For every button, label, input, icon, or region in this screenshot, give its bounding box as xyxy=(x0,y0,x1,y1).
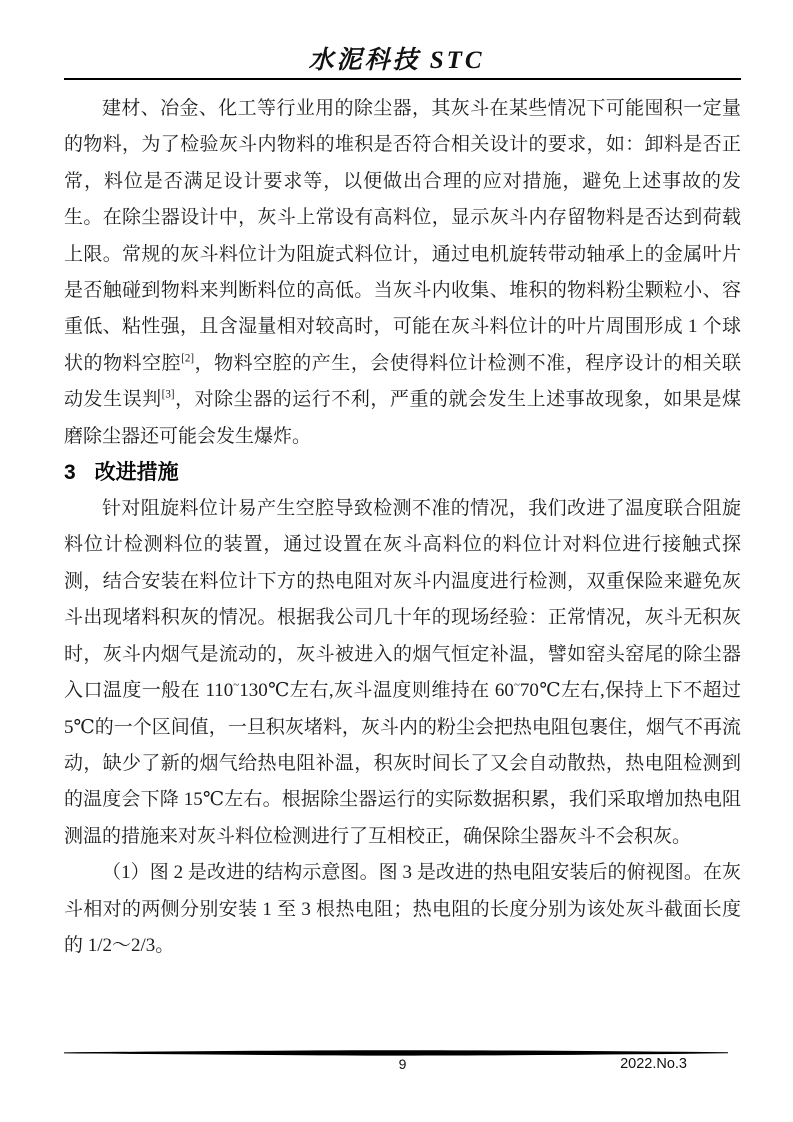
section-heading-improvements xyxy=(64,455,741,491)
footer-page-number: 9 xyxy=(398,1056,407,1072)
section-number: 3 xyxy=(64,461,76,485)
paragraph-figure-references: （1）图 2 是改进的结构示意图。图 3 是改进的热电阻安装后的俯视图。在灰斗相对的两侧分别安装 1 至 3 根热电阻；热电阻的长度分别为该处灰斗截面长度的 1/2～2/3。 xyxy=(64,862,741,956)
header-rule xyxy=(64,78,741,80)
article-body xyxy=(64,91,741,964)
footer-issue-label: 2022.No.3 xyxy=(620,1056,687,1072)
journal-title: 水泥科技 STC xyxy=(308,47,485,74)
paragraph-improvement-description: 针对阻旋料位计易产生空腔导致检测不准的情况，我们改进了温度联合阻旋料位计检测料位的装置，通过设置在灰斗高料位的料位计对料位进行接触式探测，结合安装在料位计下方的热电阻对灰斗内温度进行检测，双重保险来避免灰斗出现堵料积灰的情况。根据我公司几十年的现场经验：正常情况，灰斗无积灰时，灰斗内烟气是流动的，灰斗被进入的烟气恒定补温，譬如窑头窑尾的除尘器入口温度一般在 110~130℃左右,灰斗温度则维持在 60~70℃左右,保持上下不超过 5℃的一个区间值，一旦积灰堵料，灰斗内的粉尘会把热电阻包裹住，烟气不再流动，缺少了新的烟气给热电阻补温，积灰时间长了又会自动散热，热电阻检测到的温度会下降 15℃左右。根据除尘器运行的实际数据积累，我们采取增加热电阻测温的措施来对灰斗料位检测进行了互相校正，确保除尘器灰斗不会积灰。 xyxy=(64,498,741,847)
section-title: 改进措施 xyxy=(94,461,179,485)
paragraph-dust-collector-problem: 建材、冶金、化工等行业用的除尘器，其灰斗在某些情况下可能囤积一定量的物料，为了检验灰斗内物料的堆积是否符合相关设计的要求，如：卸料是否正常，料位是否满足设计要求等，以便做出合理的应对措施，避免上述事故的发生。在除尘器设计中，灰斗上常设有高料位，显示灰斗内存留物料是否达到荷载上限。常规的灰斗料位计为阻旋式料位计，通过电机旋转带动轴承上的金属叶片是否触碰到物料来判断料位的高低。当灰斗内收集、堆积的物料粉尘颗粒小、容重低、粘性强，且含湿量相对较高时，可能在灰斗料位计的叶片周围形成 1 个球状的物料空腔[2]，物料空腔的产生，会使得料位计检测不准，程序设计的相关联动发生误判[3]，对除尘器的运行不利，严重的就会发生上述事故现象，如果是煤磨除尘器还可能会发生爆炸。 xyxy=(64,98,741,447)
